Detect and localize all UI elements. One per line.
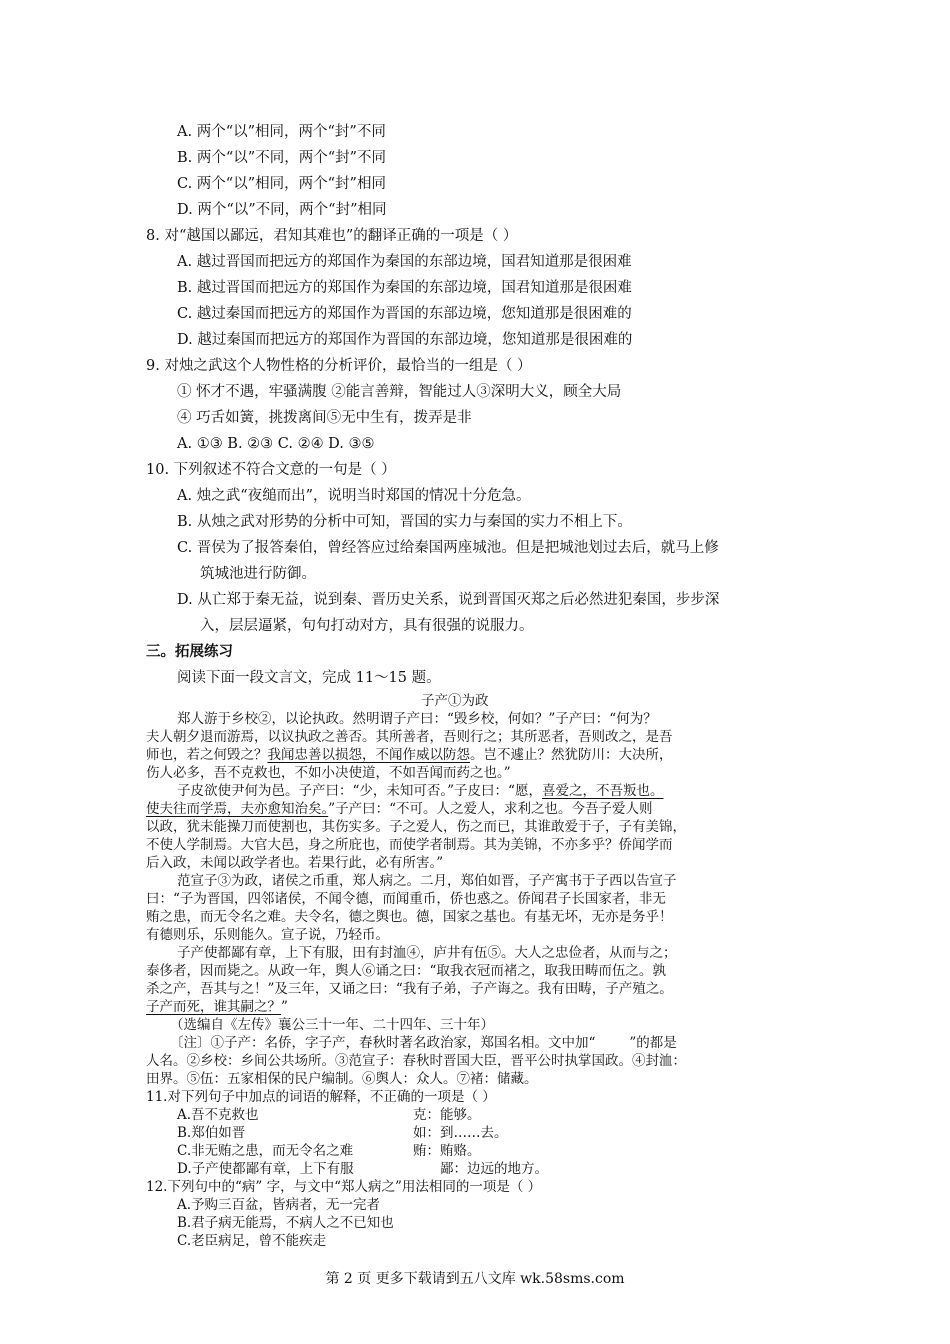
passage-p1-line-2: 夫人朝夕退而游焉，以议执政之善否。其所善者，吾则行之；其所恶者，吾则改之，是吾 (146, 729, 673, 745)
q11-option-d-sentence: D.子产使都鄙有章，上下有服 (177, 1161, 354, 1177)
passage-p1-line-3 (146, 746, 673, 764)
q11-option-c-sentence: C.非无贿之患，而无令名之难 (177, 1143, 354, 1159)
q8-option-c: C. 越过秦国而把远方的郑国作为晋国的东部边境，您知道那是很困难的 (177, 306, 632, 322)
q9-stem: 9. 对烛之武这个人物性格的分析评价，最恰当的一组是（ ） (146, 358, 532, 374)
passage-p3-line-2: 曰：“子为晋国，四邻诸侯，不闻令德，而闻重币，侨也惑之。侨闻君子长国家者，非无 (146, 891, 666, 907)
section-intro: 阅读下面一段文言文，完成 11～15 题。 (177, 670, 441, 686)
passage-text: ” (281, 999, 288, 1015)
passage-p1-line-4: 伤人必多，吾不克救也，不如小决使道，不如吾闻而药之也。” (146, 765, 511, 781)
q12-option-b: B.君子病无能焉，不病人之不已知也 (177, 1215, 394, 1231)
q7-option-b: B. 两个“以”不同，两个“封”不同 (177, 150, 387, 166)
q8-option-b: B. 越过晋国而把远方的郑国作为秦国的东部边境，国君知道那是很困难 (177, 280, 632, 296)
q10-option-d-line-1: D. 从亡郑于秦无益，说到秦、晋历史关系，说到晋国灭郑之后必然进犯秦国，步步深 (177, 592, 720, 608)
passage-p4-line-2: 泰侈者，因而毙之。从政一年，舆人⑥诵之曰：“取我衣冠而褚之，取我田畴而伍之。孰 (146, 963, 666, 979)
passage-notes-line-1 (170, 1034, 677, 1052)
passage-p2-line-4: 不使人学制焉。大官大邑，身之所庇也，而使学者制焉。其为美锦，不亦多乎？侨闻学而 (146, 837, 673, 853)
wavy-mark-sample: ~~~ (595, 1035, 630, 1051)
passage-notes-line-2: 人名。②乡校：乡间公共场所。③范宣子：春秋时晋国大臣，晋平公时执掌国政。④封洫： (146, 1053, 686, 1069)
q7-option-d: D. 两个“以”不同，两个“封”相同 (177, 202, 387, 218)
q10-option-d-line-2: 入，层层逼紧，句句打动对方，具有很强的说服力。 (200, 618, 534, 634)
passage-source: （选编自《左传》襄公三十一年、二十四年、三十年） (170, 1017, 494, 1033)
q9-choices-line-1: ① 怀才不遇，牢骚满腹 ②能言善辩，智能过人③深明大义，顾全大局 (177, 384, 622, 400)
passage-text: ”子产曰：“不可。人之爱人，求利之也。今吾子爱人则 (328, 801, 653, 817)
q8-option-d: D. 越过秦国而把远方的郑国作为晋国的东部边境，您知道那是很困难的 (177, 332, 633, 348)
q11-stem: 11.对下列句子中加点的词语的解释，不正确的一项是（ ） (146, 1089, 496, 1105)
underlined-sentence-2a: 喜爱之，不吾叛也。 (541, 783, 664, 799)
q11-option-c-gloss: 贿：贿赂。 (413, 1143, 481, 1159)
passage-p4-line-1: 子产使都鄙有章，上下有服，田有封洫④，庐井有伍⑤。大人之忠俭者，从而与之； (177, 945, 677, 961)
q12-option-c: C.老臣病足，曾不能疾走 (177, 1233, 327, 1249)
q11-option-d-gloss: 鄙：边远的地方。 (440, 1161, 548, 1177)
page-footer: 第 2 页 更多下载请到五八文库 wk.58sms.com (325, 1271, 625, 1287)
q9-options: A. ①③ B. ②③ C. ②④ D. ③⑤ (177, 436, 375, 452)
q11-option-a-sentence: A.吾不克救也 (177, 1107, 259, 1123)
passage-text: 。岂不遽止？然犹防川：大决所， (470, 747, 673, 763)
q10-option-b: B. 从烛之武对形势的分析中可知，晋国的实力与秦国的实力不相上下。 (177, 514, 632, 530)
passage-text: 子皮欲使尹何为邑。子产曰：“少，未知可否。”子皮曰：“愿， (177, 783, 542, 799)
passage-p2-line-5: 后入政，未闻以政学者也。若果行此，必有所害。” (146, 855, 444, 871)
q12-option-a: A.予购三百盆，皆病者，无一完者 (177, 1197, 381, 1213)
passage-p3-line-4: 有德则乐，乐则能久。宣子说，乃轻币。 (146, 927, 389, 943)
q9-choices-line-2: ④ 巧舌如簧，挑拨离间⑤无中生有，拨弄是非 (177, 410, 472, 426)
passage-p4-line-3: 杀之产，吾其与之！”及三年，又诵之曰：“我有子弟，子产诲之。我有田畴，子产殖之。 (146, 981, 673, 997)
section-heading: 三。拓展练习 (146, 643, 233, 660)
q10-option-a: A. 烛之武“夜缒而出”，说明当时郑国的情况十分危急。 (177, 488, 531, 504)
underlined-sentence-3: 子产而死，谁其嗣之？ (146, 999, 281, 1015)
q8-stem: 8. 对“越国以鄙远，君知其难也”的翻译正确的一项是（ ） (146, 228, 518, 244)
passage-text: 师也，若之何毁之？ (146, 747, 268, 763)
q7-option-a: A. 两个“以”相同，两个“封”不同 (177, 124, 386, 140)
passage-p3-line-3: 贿之患，而无令名之难。夫令名，德之舆也。德，国家之基也。有基无坏，无亦是务乎！ (146, 909, 673, 925)
q11-option-b-gloss: 如：到……去。 (413, 1125, 508, 1141)
q10-stem: 10. 下列叙述不符合文意的一句是（ ） (146, 462, 396, 478)
q10-option-c-line-1: C. 晋侯为了报答秦伯，曾经答应过给秦国两座城池。但是把城池划过去后，就马上修 (177, 540, 719, 556)
passage-p1-line-1: 郑人游于乡校②，以论执政。然明谓子产曰：“毁乡校，何如？”子产曰：“何为？ (177, 711, 657, 727)
passage-notes: ”的都是 (629, 1035, 677, 1051)
underlined-sentence-2b: 使夫往而学焉，夫亦愈知治矣。 (146, 801, 329, 817)
passage-p4-line-4 (146, 998, 288, 1016)
passage-title: 子产①为政 (421, 693, 489, 709)
q8-option-a: A. 越过晋国而把远方的郑国作为秦国的东部边境，国君知道那是很困难 (177, 254, 632, 270)
q12-stem: 12.下列句中的“病” 字，与文中“郑人病之”用法相同的一项是（ ） (146, 1179, 542, 1195)
passage-p3-line-1: 范宣子③为政，诸侯之币重，郑人病之。二月，郑伯如晋，子产寓书于子西以告宣子 (177, 873, 677, 889)
passage-notes: 〔注〕①子产：名侨，字子产，春秋时著名政治家，郑国名相。文中加“ (170, 1035, 596, 1051)
q11-option-b-sentence: B.郑伯如晋 (177, 1125, 246, 1141)
underlined-sentence-1: 我闻忠善以损怨，不闻作威以防怨 (267, 747, 470, 763)
passage-p2-line-2 (146, 800, 653, 818)
passage-p2-line-3: 以政，犹未能操刀而使割也，其伤实多。子之爱人，伤之而已，其谁敢爱于子，子有美锦， (146, 819, 686, 835)
passage-notes-line-3: 田界。⑤伍：五家相保的民户编制。⑥舆人：众人。⑦褚：储藏。 (146, 1071, 538, 1087)
passage-p2-line-1 (177, 782, 663, 800)
q10-option-c-line-2: 筑城池进行防御。 (200, 566, 316, 582)
q7-option-c: C. 两个“以”相同，两个“封”相同 (177, 176, 386, 192)
q11-option-a-gloss: 克：能够。 (413, 1107, 481, 1123)
